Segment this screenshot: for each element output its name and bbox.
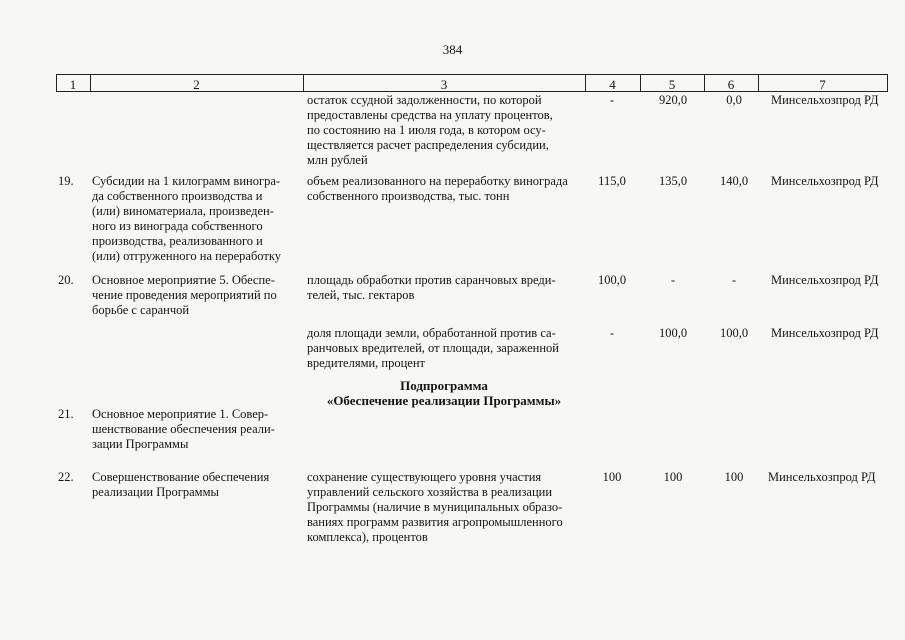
row-22-value-6: 100 bbox=[724, 470, 744, 484]
column-header-4: 4 bbox=[609, 77, 616, 92]
row-22-value-5: 100 bbox=[663, 470, 683, 484]
row-20-value-6: - bbox=[731, 273, 737, 287]
row-20-indicator: площадь обработки против саранчовых вреди- телей, тыс. гектаров bbox=[307, 273, 556, 302]
row-22-executor: Минсельхозпрод РД bbox=[768, 470, 876, 484]
row-20b-value-6: 100,0 bbox=[719, 326, 749, 340]
row-22-name: Совершенствование обеспечения реализации Программы bbox=[92, 470, 270, 499]
row-21-name: Основное мероприятие 1. Совер- шенствование обеспечения реали- зации Программы bbox=[92, 407, 275, 451]
row-20b-value-5: 100,0 bbox=[658, 326, 688, 340]
row-19-indicator: объем реализованного на переработку винограда собственного производства, тыс. тонн bbox=[307, 174, 568, 203]
row-22-number: 22. bbox=[58, 470, 74, 484]
header-divider bbox=[887, 74, 888, 92]
row-20b-indicator: доля площади земли, обработанной против са- ранчовых вредителей, от площади, зараженной вредителями, процент bbox=[307, 326, 559, 370]
row-19-name: Субсидии на 1 килограмм виногра- да собственного производства и (или) виноматериала, произведен- ного из винограда собственного производства, реализованного и (или) отгруженного на переработку bbox=[92, 174, 282, 263]
row-19-value-4: 115,0 bbox=[598, 174, 626, 188]
row-19-value-6: 140,0 bbox=[719, 174, 749, 188]
row-0-value-5: 920,0 bbox=[658, 93, 688, 107]
row-20-executor: Минсельхозпрод РД bbox=[771, 273, 879, 287]
row-20b-value-4: - bbox=[609, 326, 615, 340]
column-header-3: 3 bbox=[440, 77, 448, 92]
header-top-border bbox=[56, 74, 888, 75]
row-20-name: Основное мероприятие 5. Обеспе- чение проведения мероприятий по борьбе с саранчой bbox=[92, 273, 277, 317]
row-0-value-6: 0,0 bbox=[726, 93, 742, 107]
row-20b-executor: Минсельхозпрод РД bbox=[771, 326, 879, 340]
row-21-number: 21. bbox=[58, 407, 74, 421]
row-0-indicator: остаток ссудной задолженности, по которой предоставлены средства на уплату процентов, по состоянию на 1 июля года, в котором осу- ществляется расчет распределения субсидии, млн рублей bbox=[307, 93, 553, 167]
column-header-2: 2 bbox=[193, 77, 200, 92]
row-20-number: 20. bbox=[58, 273, 74, 287]
column-header-5: 5 bbox=[668, 77, 676, 92]
row-0-value-4: - bbox=[609, 93, 615, 107]
row-19-executor: Минсельхозпрод РД bbox=[771, 174, 879, 188]
row-19-value-5: 135,0 bbox=[658, 174, 688, 188]
row-22-value-4: 100 bbox=[602, 470, 622, 484]
row-22-indicator: сохранение существующего уровня участия управлений сельского хозяйства в реализации Программы (наличие в муниципальных образо- ваниях программ развития агропромышленного комплекса), процентов bbox=[307, 470, 563, 544]
row-20-value-5: - bbox=[670, 273, 676, 287]
column-header-1: 1 bbox=[69, 77, 77, 92]
row-20-value-4: 100,0 bbox=[597, 273, 627, 287]
column-header-6: 6 bbox=[727, 77, 735, 92]
row-19-number: 19. bbox=[58, 174, 74, 188]
column-header-7: 7 bbox=[819, 77, 826, 92]
subprogram-heading: Подпрограмма «Обеспечение реализации Программы» bbox=[326, 378, 562, 408]
page-number: 384 bbox=[442, 42, 463, 57]
row-0-executor: Минсельхозпрод РД bbox=[771, 93, 879, 107]
